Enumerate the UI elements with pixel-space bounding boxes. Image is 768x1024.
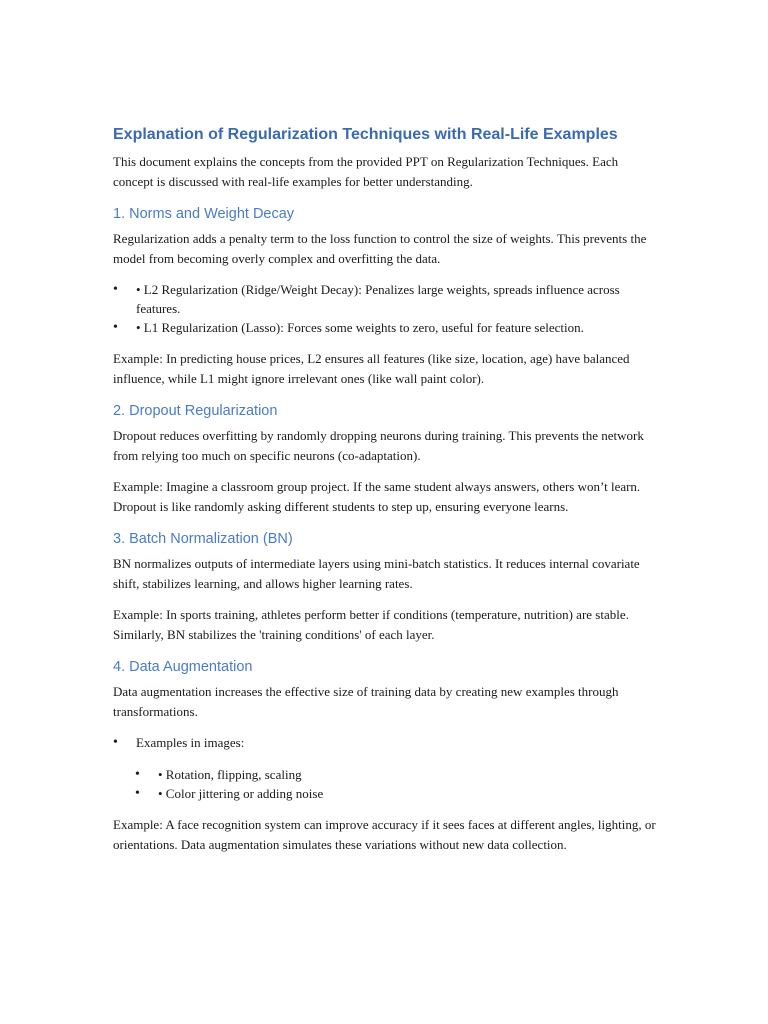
- example-paragraph-dropout: Example: Imagine a classroom group project. If the same student always answers, others won’t learn. Dropout is like randomly asking different students to step up, ensuring everyone learns.: [113, 479, 641, 514]
- bullet-icon: •: [113, 735, 118, 750]
- section-heading-batchnorm: 3. Batch Normalization (BN): [113, 531, 293, 547]
- intro-paragraph: This document explains the concepts from the provided PPT on Regularization Techniques. Each concept is discussed with real-life examples for better understanding.: [113, 154, 619, 189]
- list-item: [113, 318, 658, 337]
- section-paragraph-norms: Regularization adds a penalty term to the loss function to control the size of weights. This prevents the model from becoming overly complex and overfitting the data.: [113, 231, 647, 266]
- section-paragraph-dropout: Dropout reduces overfitting by randomly dropping neurons during training. This prevents the network from relying too much on specific neurons (co-adaptation).: [113, 428, 644, 463]
- bullet-list-augmentation: [113, 733, 658, 752]
- list-item: [113, 784, 658, 803]
- section-heading-augmentation: 4. Data Augmentation: [113, 659, 253, 675]
- document-title: Explanation of Regularization Techniques with Real-Life Examples: [113, 126, 618, 143]
- list-item-text: • L2 Regularization (Ridge/Weight Decay): Penalizes large weights, spreads influence across features.: [136, 282, 620, 316]
- section-heading-dropout: 2. Dropout Regularization: [113, 403, 278, 419]
- sub-bullet-list-augmentation: [113, 765, 658, 803]
- list-item-text: • Rotation, flipping, scaling: [158, 767, 302, 782]
- list-item: [113, 280, 658, 318]
- example-paragraph-norms: Example: In predicting house prices, L2 ensures all features (like size, location, age) have balanced influence, while L1 might ignore irrelevant ones (like wall paint color).: [113, 351, 630, 386]
- bullet-icon: •: [113, 282, 118, 297]
- section-paragraph-batchnorm: BN normalizes outputs of intermediate layers using mini-batch statistics. It reduces internal covariate shift, stabilizes learning, and allows higher learning rates.: [113, 556, 640, 591]
- list-item-text: • L1 Regularization (Lasso): Forces some weights to zero, useful for feature selection.: [136, 320, 584, 335]
- bullet-icon: •: [135, 767, 140, 782]
- list-item-text: • Color jittering or adding noise: [158, 786, 324, 801]
- section-paragraph-augmentation: Data augmentation increases the effective size of training data by creating new examples through transformations.: [113, 684, 619, 719]
- example-paragraph-augmentation: Example: A face recognition system can improve accuracy if it sees faces at different angles, lighting, or orientations. Data augmentation simulates these variations without new data collection.: [113, 817, 656, 852]
- section-heading-norms: 1. Norms and Weight Decay: [113, 206, 295, 222]
- bullet-icon: •: [113, 320, 118, 335]
- list-item: [113, 765, 658, 784]
- list-item-text: Examples in images:: [136, 735, 245, 750]
- bullet-icon: •: [135, 786, 140, 801]
- list-item: [113, 733, 658, 752]
- example-paragraph-batchnorm: Example: In sports training, athletes perform better if conditions (temperature, nutrition) are stable. Similarly, BN stabilizes the 'training conditions' of each layer.: [113, 607, 629, 642]
- document-page: [113, 124, 658, 866]
- bullet-list-norms: [113, 280, 658, 337]
